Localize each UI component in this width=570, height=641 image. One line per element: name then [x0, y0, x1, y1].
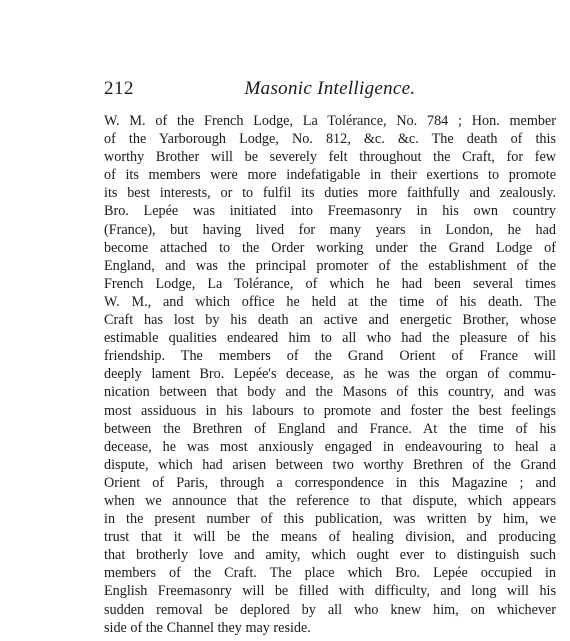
text-line: French Lodge, La Tolérance, of which he had been several times — [104, 275, 556, 292]
text-line: that brotherly love and amity, which ought ever to distinguish such — [104, 547, 556, 564]
page-header-title: Masonic Intelligence. — [244, 78, 416, 99]
text-line: trust that it will be the means of healing division, and producing — [104, 529, 556, 546]
text-line: worthy Brother will be severely felt throughout the Craft, for few — [104, 149, 556, 166]
text-line: Bro. Lepée was initiated into Freemasonry in his own country — [104, 203, 556, 220]
text-line: when we announce that the reference to that dispute, which appears — [104, 492, 556, 509]
body-paragraph — [104, 112, 556, 637]
text-line: deeply lament Bro. Lepée's decease, as he was the organ of commu- — [104, 366, 556, 383]
text-line: side of the Channel they may reside. — [104, 619, 311, 636]
text-line: decease, he was most anxiously engaged in endeavouring to heal a — [104, 438, 556, 455]
text-line: of its members were more indefatigable in their exertions to promote — [104, 167, 556, 184]
text-line: of the Yarborough Lodge, No. 812, &c. &c. The death of this — [104, 131, 556, 148]
text-line: sudden removal be deplored by all who knew him, on whichever — [104, 601, 556, 618]
text-line: its best interests, or to fulfil its duties more faithfully and zealously. — [104, 185, 556, 202]
text-line: (France), but having lived for many years in London, he had — [104, 221, 556, 238]
text-line: England, and was the principal promoter of the establishment of the — [104, 257, 556, 274]
text-line: friendship. The members of the Grand Orient of France will — [104, 348, 556, 365]
text-line: W. M., and which office he held at the time of his death. The — [104, 293, 556, 310]
text-line: members of the Craft. The place which Bro. Lepée occupied in — [104, 565, 556, 582]
text-line: between the Brethren of England and France. At the time of his — [104, 420, 556, 437]
text-line: Craft has lost by his death an active and energetic Brother, whose — [104, 312, 556, 329]
text-line: English Freemasonry will be filled with difficulty, and long will his — [104, 583, 556, 600]
text-line: in the present number of this publication, was written by him, we — [104, 511, 556, 528]
text-line: W. M. of the French Lodge, La Tolérance, No. 784 ; Hon. member — [104, 113, 556, 129]
text-line: dispute, which had arisen between two worthy Brethren of the Grand — [104, 456, 556, 473]
running-head — [104, 78, 556, 102]
text-line: nication between that body and the Masons of this country, and was — [104, 384, 556, 401]
text-line: most assiduous in his labours to promote and foster the best feelings — [104, 402, 556, 419]
page-number: 212 — [104, 78, 134, 99]
text-line: become attached to the Order working under the Grand Lodge of — [104, 239, 556, 256]
text-line: Orient of Paris, through a correspondence in this Magazine ; and — [104, 474, 556, 491]
text-line: estimable qualities endeared him to all who had the pleasure of his — [104, 330, 556, 347]
